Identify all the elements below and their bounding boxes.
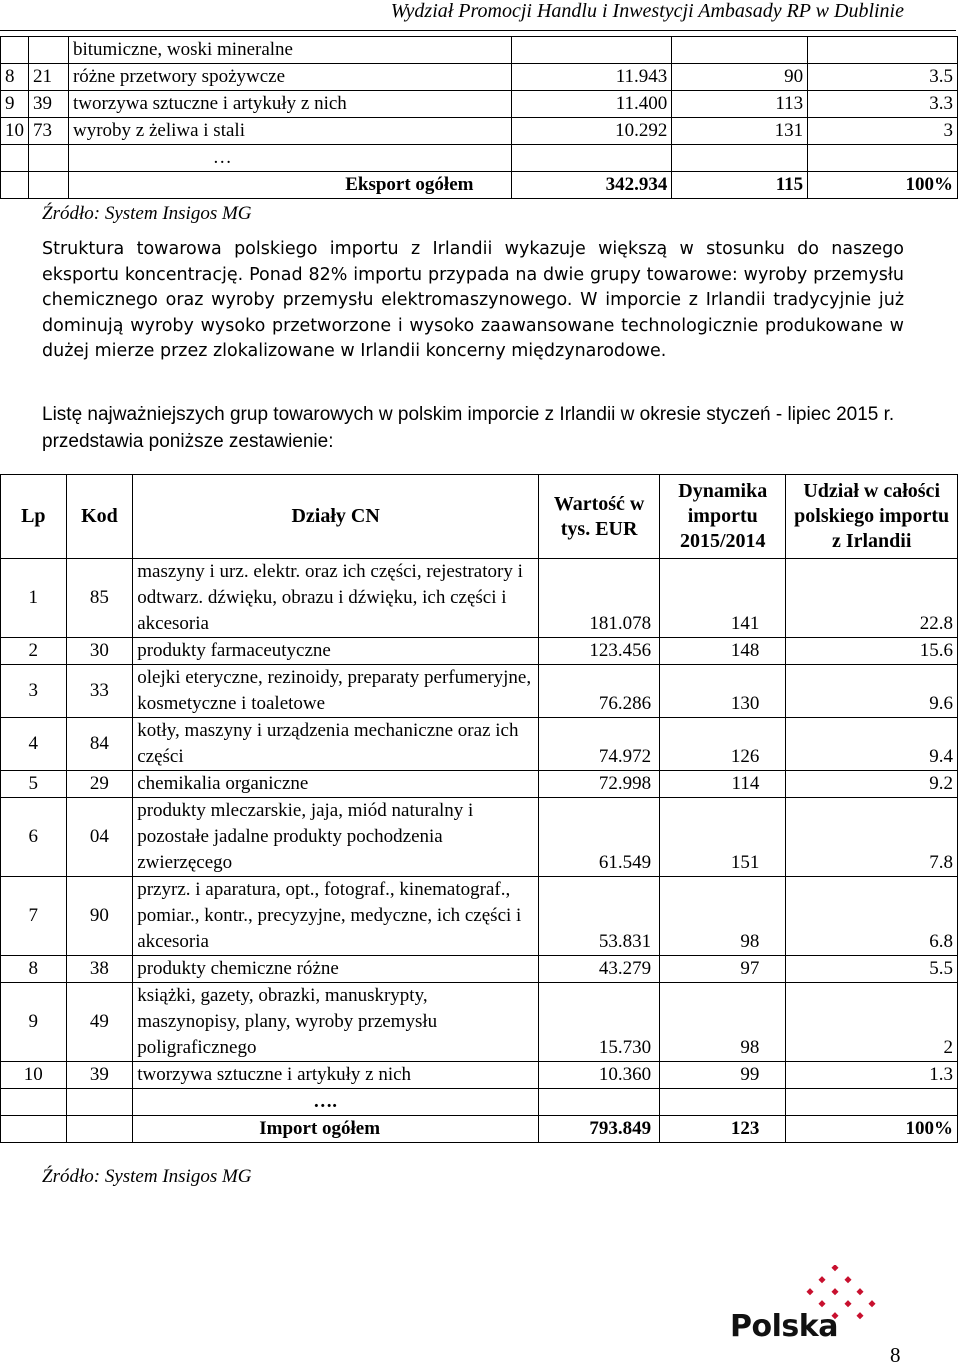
cell-value: 76.286 — [539, 665, 660, 718]
paragraph-import-list-intro: Listę najważniejszych grup towarowych w polskim imporcie z Irlandii w okresie styczeń - lipiec 2015 r. przedstawia poniższe zestawienie: — [42, 404, 895, 452]
cell-lp — [1, 37, 29, 64]
cell-name: produkty farmaceutyczne — [133, 638, 539, 665]
cell-share: 3.3 — [808, 91, 958, 118]
cell-kod: 38 — [66, 956, 133, 983]
cell-name: kotły, maszyny i urządzenia mechaniczne oraz ich części — [133, 718, 539, 771]
cell-dynamics: 98 — [660, 877, 786, 956]
cell-lp: 9 — [1, 983, 67, 1062]
cell-kod: 33 — [66, 665, 133, 718]
import-table — [0, 474, 958, 1143]
cell-empty — [539, 1089, 660, 1116]
cell-ellipsis: …. — [133, 1089, 539, 1116]
table-row — [1, 118, 958, 145]
table-row — [1, 559, 958, 638]
cell-name: chemikalia organiczne — [133, 771, 539, 798]
col-header-kod: Kod — [66, 475, 133, 559]
col-header-dzialy: Działy CN — [133, 475, 539, 559]
cell-empty — [29, 145, 69, 172]
cell-kod — [29, 37, 69, 64]
cell-empty — [66, 1089, 133, 1116]
cell-dynamics: 99 — [660, 1062, 786, 1089]
cell-share: 1.3 — [786, 1062, 958, 1089]
cell-share: 2 — [786, 983, 958, 1062]
source-note-import: Źródło: System Insigos MG — [42, 1166, 252, 1187]
cell-empty — [672, 145, 808, 172]
cell-lp: 5 — [1, 771, 67, 798]
cell-dynamics: 98 — [660, 983, 786, 1062]
cell-name: tworzywa sztuczne i artykuły z nich — [68, 91, 512, 118]
cell-name: maszyny i urz. elektr. oraz ich części, rejestratory i odtwarz. dźwięku, obrazu i dźwięku, ich części i akcesoria — [133, 559, 539, 638]
cell-lp: 2 — [1, 638, 67, 665]
total-label: Eksport ogółem — [68, 172, 512, 199]
cell-share: 9.2 — [786, 771, 958, 798]
cell-name: produkty chemiczne różne — [133, 956, 539, 983]
page-header: Wydział Promocji Handlu i Inwestycji Ambasady RP w Dublinie — [390, 0, 904, 22]
cell-kod: 73 — [29, 118, 69, 145]
total-value: 342.934 — [512, 172, 672, 199]
cell-dynamics: 148 — [660, 638, 786, 665]
paragraph-import-structure: Struktura towarowa polskiego importu z Irlandii wykazuje większą w stosunku do naszego eksportu koncentrację. Ponad 82% importu przypada na dwie grupy towarowe: wyroby przemysłu chemicznego oraz wyroby przemysłu elektromaszynowego. W imporcie z Irlandii tradycyjnie już dominują wyroby wysoko przetworzone i wysoko zaawansowane technologicznie produkowane w dużej mierze przez zlokalizowane w Irlandii koncerny międzynarodowe. — [42, 239, 904, 361]
total-value: 793.849 — [539, 1116, 660, 1143]
cell-name: olejki eteryczne, rezinoidy, preparaty perfumeryjne, kosmetyczne i toaletowe — [133, 665, 539, 718]
cell-value: 11.943 — [512, 64, 672, 91]
cell-share: 5.5 — [786, 956, 958, 983]
cell-ellipsis: … — [68, 145, 512, 172]
cell-empty — [1, 1116, 67, 1143]
cell-value: 74.972 — [539, 718, 660, 771]
cell-share: 6.8 — [786, 877, 958, 956]
cell-lp: 10 — [1, 118, 29, 145]
cell-share: 15.6 — [786, 638, 958, 665]
table-row — [1, 665, 958, 718]
cell-empty — [29, 172, 69, 199]
table-row — [1, 91, 958, 118]
import-table-header-row — [1, 475, 958, 559]
cell-value: 15.730 — [539, 983, 660, 1062]
cell-value — [512, 37, 672, 64]
cell-kod: 49 — [66, 983, 133, 1062]
total-row — [1, 172, 958, 199]
cell-lp: 4 — [1, 718, 67, 771]
cell-lp: 1 — [1, 559, 67, 638]
polska-logo-text: Polska — [730, 1309, 838, 1344]
col-header-value: Wartość w tys. EUR — [539, 475, 660, 559]
cell-dynamics: 126 — [660, 718, 786, 771]
cell-lp: 3 — [1, 665, 67, 718]
cell-kod: 84 — [66, 718, 133, 771]
cell-share: 3 — [808, 118, 958, 145]
total-dynamics: 115 — [672, 172, 808, 199]
export-table — [0, 36, 958, 199]
cell-lp: 10 — [1, 1062, 67, 1089]
cell-lp: 6 — [1, 798, 67, 877]
cell-empty — [808, 145, 958, 172]
page-number: 8 — [890, 1343, 901, 1367]
cell-dynamics: 97 — [660, 956, 786, 983]
table-row — [1, 798, 958, 877]
cell-dynamics — [672, 37, 808, 64]
cell-share: 9.6 — [786, 665, 958, 718]
cell-empty — [512, 145, 672, 172]
cell-kod: 04 — [66, 798, 133, 877]
total-dynamics: 123 — [660, 1116, 786, 1143]
total-label: Import ogółem — [133, 1116, 539, 1143]
cell-value: 10.360 — [539, 1062, 660, 1089]
cell-value: 181.078 — [539, 559, 660, 638]
cell-value: 10.292 — [512, 118, 672, 145]
cell-lp: 8 — [1, 956, 67, 983]
col-header-dynamics: Dynamika importu 2015/2014 — [660, 475, 786, 559]
cell-value: 53.831 — [539, 877, 660, 956]
cell-kod: 29 — [66, 771, 133, 798]
cell-lp: 8 — [1, 64, 29, 91]
cell-value: 72.998 — [539, 771, 660, 798]
cell-dynamics: 131 — [672, 118, 808, 145]
cell-empty — [1, 1089, 67, 1116]
table-row — [1, 983, 958, 1062]
cell-name: produkty mleczarskie, jaja, miód naturalny i pozostałe jadalne produkty pochodzenia zwierzęcego — [133, 798, 539, 877]
cell-lp: 9 — [1, 91, 29, 118]
total-share: 100% — [808, 172, 958, 199]
col-header-share: Udział w całości polskiego importu z Irlandii — [786, 475, 958, 559]
cell-dynamics: 130 — [660, 665, 786, 718]
cell-empty — [66, 1116, 133, 1143]
table-row — [1, 64, 958, 91]
cell-empty — [1, 145, 29, 172]
cell-value: 123.456 — [539, 638, 660, 665]
cell-lp: 7 — [1, 877, 67, 956]
total-share: 100% — [786, 1116, 958, 1143]
cell-dynamics: 141 — [660, 559, 786, 638]
table-row — [1, 718, 958, 771]
cell-kod: 30 — [66, 638, 133, 665]
cell-dynamics: 113 — [672, 91, 808, 118]
cell-share: 3.5 — [808, 64, 958, 91]
polska-logo — [730, 1265, 880, 1360]
cell-name: książki, gazety, obrazki, manuskrypty, maszynopisy, plany, wyroby przemysłu poligraficznego — [133, 983, 539, 1062]
ellipsis-row — [1, 145, 958, 172]
cell-name: różne przetwory spożywcze — [68, 64, 512, 91]
ellipsis-row — [1, 1089, 958, 1116]
cell-kod: 21 — [29, 64, 69, 91]
table-row — [1, 877, 958, 956]
header-rule — [0, 30, 956, 31]
table-row — [1, 638, 958, 665]
cell-value: 61.549 — [539, 798, 660, 877]
cell-share: 22.8 — [786, 559, 958, 638]
cell-kod: 39 — [66, 1062, 133, 1089]
cell-share: 7.8 — [786, 798, 958, 877]
cell-kod: 85 — [66, 559, 133, 638]
cell-kod: 39 — [29, 91, 69, 118]
cell-value: 43.279 — [539, 956, 660, 983]
source-note-export: Źródło: System Insigos MG — [42, 203, 252, 224]
cell-dynamics: 151 — [660, 798, 786, 877]
cell-empty — [786, 1089, 958, 1116]
cell-dynamics: 114 — [660, 771, 786, 798]
cell-share — [808, 37, 958, 64]
table-row — [1, 37, 958, 64]
cell-name: bitumiczne, woski mineralne — [68, 37, 512, 64]
cell-name: przyrz. i aparatura, opt., fotograf., kinematograf., pomiar., kontr., precyzyjne, medyczne, ich części i akcesoria — [133, 877, 539, 956]
cell-share: 9.4 — [786, 718, 958, 771]
total-row — [1, 1116, 958, 1143]
table-row — [1, 956, 958, 983]
table-row — [1, 1062, 958, 1089]
cell-name: wyroby z żeliwa i stali — [68, 118, 512, 145]
cell-empty — [660, 1089, 786, 1116]
cell-kod: 90 — [66, 877, 133, 956]
cell-value: 11.400 — [512, 91, 672, 118]
table-row — [1, 771, 958, 798]
cell-name: tworzywa sztuczne i artykuły z nich — [133, 1062, 539, 1089]
col-header-lp: Lp — [1, 475, 67, 559]
cell-dynamics: 90 — [672, 64, 808, 91]
cell-empty — [1, 172, 29, 199]
